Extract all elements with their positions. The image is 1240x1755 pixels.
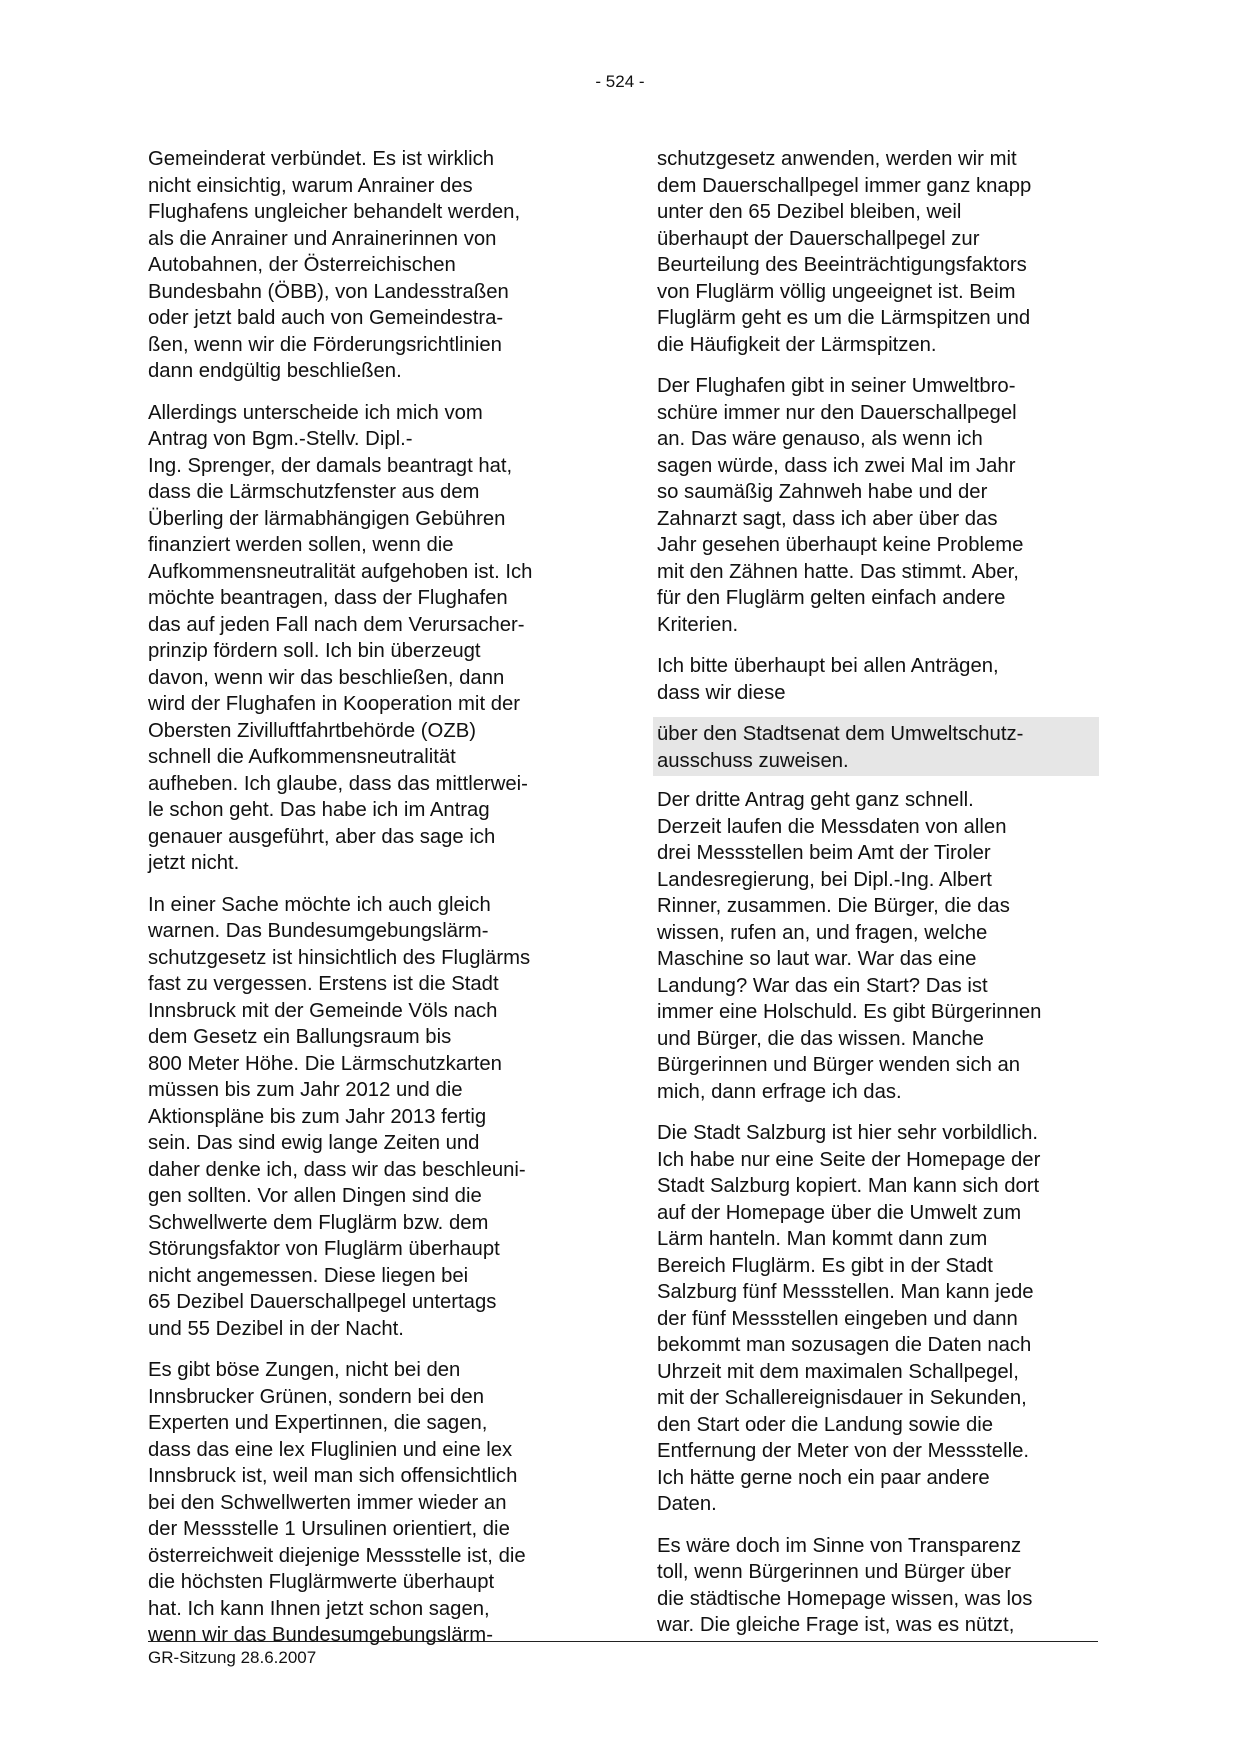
text-line: fast zu vergessen. Erstens ist die Stadt	[148, 973, 499, 995]
text-line: Experten und Expertinnen, die sagen,	[148, 1412, 488, 1434]
text-line: wenn wir das Bundesumgebungslärm-	[148, 1624, 493, 1646]
text-line: mit der Schallereignisdauer in Sekunden,	[657, 1387, 1027, 1409]
text-line: immer eine Holschuld. Es gibt Bürgerinnen	[657, 1001, 1042, 1023]
text-line: davon, wenn wir das beschließen, dann	[148, 666, 505, 689]
text-line: mich, dann erfrage ich das.	[657, 1080, 902, 1103]
text-line: die höchsten Fluglärmwerte überhaupt	[148, 1571, 495, 1593]
text-line: drei Messstellen beim Amt der Tiroler	[657, 842, 991, 864]
highlighted-motion-text	[653, 717, 1099, 776]
text-line: aufheben. Ich glaube, dass das mittlerwei-	[148, 772, 528, 795]
paragraph	[148, 400, 593, 877]
text-line: nicht einsichtig, warum Anrainer des	[148, 174, 473, 197]
text-line: warnen. Das Bundesumgebungslärm-	[148, 920, 489, 942]
text-line: Rinner, zusammen. Die Bürger, die das	[657, 895, 1010, 917]
text-line: Fluglärm geht es um die Lärmspitzen und	[657, 307, 1031, 329]
footer-session-date: GR-Sitzung 28.6.2007	[148, 1648, 317, 1667]
text-line: bei den Schwellwerten immer wieder an	[148, 1491, 507, 1514]
left-column	[148, 146, 593, 1664]
text-line: Gemeinderat verbündet. Es ist wirklich	[148, 148, 495, 170]
text-line: der Messstelle 1 Ursulinen orientiert, die	[148, 1518, 510, 1540]
text-line: Aufkommensneutralität aufgehoben ist. Ich	[148, 560, 533, 583]
text-line: Es gibt böse Zungen, nicht bei den	[148, 1359, 461, 1381]
text-line: so saumäßig Zahnweh habe und der	[657, 481, 988, 503]
text-line: sagen würde, dass ich zwei Mal im Jahr	[657, 454, 1016, 477]
text-line: Autobahnen, der Österreichischen	[148, 254, 456, 276]
text-line: Der dritte Antrag geht ganz schnell.	[657, 789, 974, 811]
text-line: Schwellwerte dem Fluglärm bzw. dem	[148, 1211, 489, 1234]
text-line: der fünf Messstellen eingeben und dann	[657, 1307, 1018, 1330]
right-column	[657, 146, 1102, 1654]
text-line: Beurteilung des Beeinträchtigungsfaktors	[657, 254, 1027, 276]
text-line: Der Flughafen gibt in seiner Umweltbro-	[657, 375, 1016, 397]
text-line: Stadt Salzburg kopiert. Man kann sich dort	[657, 1175, 1040, 1197]
text-line: war. Die gleiche Frage ist, was es nützt,	[657, 1614, 1015, 1636]
text-line: Innsbruck ist, weil man sich offensichtlich	[148, 1465, 518, 1487]
text-line: von Fluglärm völlig ungeeignet ist. Beim	[657, 280, 1016, 303]
text-line: überhaupt der Dauerschallpegel zur	[657, 227, 980, 250]
text-line: möchte beantragen, dass der Flughafen	[148, 587, 508, 609]
text-line: als die Anrainer und Anrainerinnen von	[148, 227, 497, 250]
text-line: Uhrzeit mit dem maximalen Schallpegel,	[657, 1360, 1019, 1383]
text-line: ausschuss zuweisen.	[657, 749, 849, 772]
text-line: In einer Sache möchte ich auch gleich	[148, 893, 491, 916]
text-line: den Start oder die Landung sowie die	[657, 1413, 994, 1436]
text-line: bekommt man sozusagen die Daten nach	[657, 1334, 1032, 1356]
text-line: prinzip fördern soll. Ich bin überzeugt	[148, 640, 481, 662]
text-line: 65 Dezibel Dauerschallpegel untertags	[148, 1291, 497, 1313]
text-line: Daten.	[657, 1493, 717, 1515]
text-line: Überling der lärmabhängigen Gebühren	[148, 507, 506, 530]
text-line: oder jetzt bald auch von Gemeindestra-	[148, 307, 504, 329]
text-line: hat. Ich kann Ihnen jetzt schon sagen,	[148, 1597, 490, 1620]
text-line: Bundesbahn (ÖBB), von Landesstraßen	[148, 280, 509, 303]
text-line: unter den 65 Dezibel bleiben, weil	[657, 201, 962, 223]
text-line: toll, wenn Bürgerinnen und Bürger über	[657, 1561, 1012, 1583]
paragraph	[657, 373, 1102, 638]
text-line: Landung? War das ein Start? Das ist	[657, 974, 988, 997]
text-line: dem Gesetz ein Ballungsraum bis	[148, 1026, 452, 1048]
text-line: le schon geht. Das habe ich im Antrag	[148, 799, 490, 821]
text-line: Lärm hanteln. Man kommt dann zum	[657, 1228, 988, 1250]
text-line: österreichweit diejenige Messstelle ist, die	[148, 1544, 526, 1567]
text-line: schutzgesetz anwenden, werden wir mit	[657, 148, 1017, 170]
text-line: Flughafens ungleicher behandelt werden,	[148, 201, 521, 223]
text-line: schutzgesetz ist hinsichtlich des Fluglärms	[148, 946, 531, 969]
text-line: Allerdings unterscheide ich mich vom	[148, 401, 483, 424]
text-line: daher denke ich, dass wir das beschleuni-	[148, 1158, 526, 1181]
text-line: müssen bis zum Jahr 2012 und die	[148, 1079, 463, 1101]
text-line: Obersten Zivilluftfahrtbehörde (OZB)	[148, 719, 477, 742]
text-line: an. Das wäre genauso, als wenn ich	[657, 428, 983, 450]
text-line: Jahr gesehen überhaupt keine Probleme	[657, 534, 1024, 556]
text-line: dann endgültig beschließen.	[148, 360, 402, 382]
text-line: finanziert werden sollen, wenn die	[148, 534, 454, 556]
paragraph	[657, 1533, 1102, 1639]
text-line: 800 Meter Höhe. Die Lärmschutzkarten	[148, 1052, 502, 1075]
text-line: Aktionspläne bis zum Jahr 2013 fertig	[148, 1105, 487, 1128]
text-line: Störungsfaktor von Fluglärm überhaupt	[148, 1238, 500, 1260]
page-number: - 524 -	[595, 72, 645, 91]
text-line: dass die Lärmschutzfenster aus dem	[148, 481, 480, 503]
text-line: Ich habe nur eine Seite der Homepage der	[657, 1148, 1041, 1171]
text-line: auf der Homepage über die Umwelt zum	[657, 1201, 1022, 1224]
text-line: Maschine so laut war. War das eine	[657, 948, 977, 970]
text-line: Entfernung der Meter von der Messstelle.	[657, 1440, 1030, 1462]
text-line: Antrag von Bgm.-Stellv. Dipl.-	[148, 428, 413, 450]
text-line: gen sollten. Vor allen Dingen sind die	[148, 1185, 482, 1207]
paragraph	[657, 146, 1102, 358]
text-line: Ich bitte überhaupt bei allen Anträgen,	[657, 655, 999, 677]
text-line: Ing. Sprenger, der damals beantragt hat,	[148, 454, 513, 477]
text-line: wird der Flughafen in Kooperation mit der	[148, 693, 521, 715]
text-line: ßen, wenn wir die Förderungsrichtlinien	[148, 333, 502, 356]
paragraph	[657, 653, 1102, 706]
text-line: das auf jeden Fall nach dem Verursacher-	[148, 613, 525, 636]
text-line: schüre immer nur den Dauerschallpegel	[657, 401, 1017, 424]
text-line: sein. Das sind ewig lange Zeiten und	[148, 1132, 480, 1154]
text-line: Die Stadt Salzburg ist hier sehr vorbildlich.	[657, 1122, 1039, 1144]
text-line: Salzburg fünf Messstellen. Man kann jede	[657, 1281, 1034, 1303]
text-line: jetzt nicht.	[148, 852, 240, 874]
paragraph	[657, 787, 1102, 1105]
paragraph	[148, 146, 593, 385]
text-line: Es wäre doch im Sinne von Transparenz	[657, 1534, 1022, 1557]
text-line: für den Fluglärm gelten einfach andere	[657, 587, 1006, 609]
text-line: Innsbrucker Grünen, sondern bei den	[148, 1385, 484, 1408]
paragraph	[657, 1120, 1102, 1518]
text-line: Zahnarzt sagt, dass ich aber über das	[657, 507, 998, 530]
text-line: und 55 Dezibel in der Nacht.	[148, 1317, 404, 1340]
text-line: und Bürger, die das wissen. Manche	[657, 1027, 984, 1050]
text-line: genauer ausgeführt, aber das sage ich	[148, 825, 496, 848]
text-line: dem Dauerschallpegel immer ganz knapp	[657, 174, 1032, 197]
text-line: Landesregierung, bei Dipl.-Ing. Albert	[657, 868, 992, 891]
text-line: die städtische Homepage wissen, was los	[657, 1587, 1033, 1610]
text-line: über den Stadtsenat dem Umweltschutz-	[657, 723, 1024, 745]
text-line: schnell die Aufkommensneutralität	[148, 746, 456, 768]
text-line: dass wir diese	[657, 681, 786, 704]
paragraph	[148, 892, 593, 1343]
paragraph	[148, 1357, 593, 1649]
text-line: dass das eine lex Fluglinien und eine lex	[148, 1438, 513, 1461]
text-line: Derzeit laufen die Messdaten von allen	[657, 815, 1007, 838]
footer-divider	[148, 1641, 1098, 1642]
text-line: Bereich Fluglärm. Es gibt in der Stadt	[657, 1254, 993, 1277]
text-line: wissen, rufen an, und fragen, welche	[657, 921, 988, 944]
text-line: Ich hätte gerne noch ein paar andere	[657, 1466, 990, 1489]
text-line: mit den Zähnen hatte. Das stimmt. Aber,	[657, 560, 1019, 583]
text-line: Bürgerinnen und Bürger wenden sich an	[657, 1054, 1021, 1076]
text-line: Kriterien.	[657, 613, 739, 636]
text-line: nicht angemessen. Diese liegen bei	[148, 1264, 469, 1287]
text-line: die Häufigkeit der Lärmspitzen.	[657, 333, 937, 356]
text-line: Innsbruck mit der Gemeinde Völs nach	[148, 999, 498, 1022]
